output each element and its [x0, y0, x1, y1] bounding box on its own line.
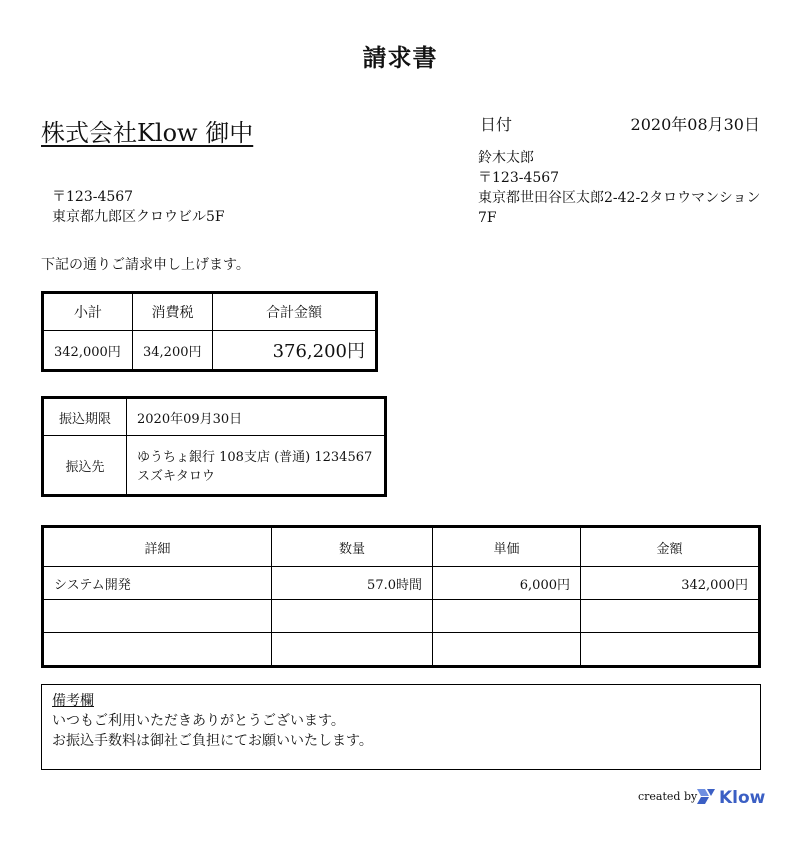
intro-text: 下記の通りご請求申し上げます。 [41, 257, 250, 273]
remarks-box [41, 684, 761, 770]
summary-table [41, 291, 378, 372]
tax-value: 34,200円 [133, 331, 213, 371]
item-detail: システム開発 [43, 567, 272, 600]
payment-deadline-row [43, 398, 386, 436]
account-line-bank: ゆうちょ銀行 108支店 (普通) 1234567 [137, 450, 373, 465]
subtotal-value: 342,000円 [43, 331, 133, 371]
items-header-amount: 金額 [581, 527, 760, 567]
klow-logo-icon [696, 787, 716, 809]
item-quantity [272, 633, 433, 667]
client-name: 株式会社Klow 御中 [41, 119, 254, 147]
item-amount: 342,000円 [581, 567, 760, 600]
account-line-holder: スズキタロウ [137, 469, 215, 484]
summary-header-subtotal: 小計 [43, 293, 133, 331]
item-unit-price [433, 600, 581, 633]
items-header-unit-price: 単価 [433, 527, 581, 567]
item-amount [581, 633, 760, 667]
issuer-name: 鈴木太郎 [478, 150, 534, 166]
item-unit-price: 6,000円 [433, 567, 581, 600]
item-quantity [272, 600, 433, 633]
issuer-postal: 〒123-4567 [478, 170, 560, 186]
klow-logo [696, 787, 765, 809]
payment-account-row [43, 436, 386, 496]
client-postal: 〒123-4567 [52, 189, 134, 205]
summary-value-row [43, 331, 377, 371]
payment-table [41, 396, 387, 497]
client-address: 東京都九郎区クロウビル5F [52, 209, 225, 225]
remarks-line-1: いつもご利用いただきありがとうございます。 [52, 713, 345, 729]
issuer-address: 東京都世田谷区太郎2-42-2タロウマンション7F [478, 190, 761, 226]
account-label: 振込先 [43, 436, 127, 496]
item-amount [581, 600, 760, 633]
summary-header-total: 合計金額 [213, 293, 377, 331]
client-address-block [52, 187, 352, 227]
summary-header-tax: 消費税 [133, 293, 213, 331]
summary-header-row [43, 293, 377, 331]
items-header-quantity: 数量 [272, 527, 433, 567]
remarks-line-2: お振込手数料は御社ご負担にてお願いいたします。 [52, 733, 373, 749]
date-label: 日付 [480, 115, 513, 134]
deadline-label: 振込期限 [43, 398, 127, 436]
item-detail [43, 600, 272, 633]
item-detail [43, 633, 272, 667]
table-row [43, 600, 760, 633]
table-row [43, 633, 760, 667]
table-row [43, 567, 760, 600]
deadline-value: 2020年09月30日 [127, 398, 386, 436]
items-header-row [43, 527, 760, 567]
created-by-label: created by [638, 790, 698, 803]
total-value: 376,200円 [213, 331, 377, 371]
invoice-title: 請求書 [362, 43, 438, 72]
date-value: 2020年08月30日 [630, 115, 760, 134]
item-unit-price [433, 633, 581, 667]
items-table [41, 525, 761, 668]
item-quantity: 57.0時間 [272, 567, 433, 600]
items-header-detail: 詳細 [43, 527, 272, 567]
issuer-block [478, 148, 768, 228]
account-value [127, 436, 386, 496]
remarks-heading: 備考欄 [52, 693, 94, 709]
klow-logo-text: Klow [719, 788, 766, 808]
